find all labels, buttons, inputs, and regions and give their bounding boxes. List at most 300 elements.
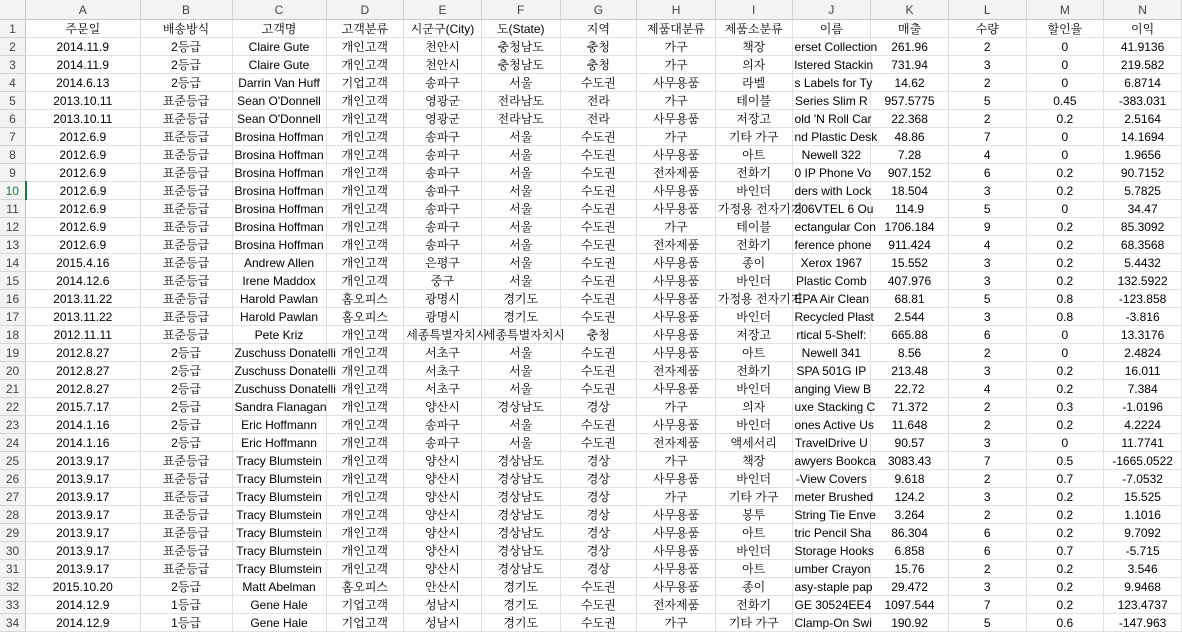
cell[interactable]: 0 — [1026, 128, 1104, 146]
cell[interactable]: Brosina Hoffman — [232, 128, 326, 146]
cell[interactable]: -147.963 — [1104, 614, 1182, 632]
cell[interactable]: 0 — [1026, 38, 1104, 56]
cell[interactable]: 수도권 — [560, 254, 637, 272]
cell[interactable]: Zuschuss Donatelli — [232, 362, 326, 380]
cell[interactable]: 11.648 — [871, 416, 949, 434]
cell[interactable]: 사무용품 — [637, 344, 716, 362]
cell[interactable]: 68.81 — [871, 290, 949, 308]
column-header-k[interactable]: K — [871, 0, 949, 20]
cell[interactable]: -5.715 — [1104, 542, 1182, 560]
cell[interactable]: 2014.12.6 — [26, 272, 140, 290]
row-header-25[interactable]: 25 — [0, 452, 26, 470]
row-header-27[interactable]: 27 — [0, 488, 26, 506]
cell[interactable]: 표준등급 — [140, 254, 232, 272]
cell[interactable]: 경상 — [560, 506, 637, 524]
cell[interactable]: Brosina Hoffman — [232, 146, 326, 164]
cell[interactable]: 경기도 — [481, 578, 560, 596]
cell[interactable]: 표준등급 — [140, 506, 232, 524]
cell[interactable]: 7 — [948, 596, 1026, 614]
cell[interactable]: 양산시 — [404, 452, 482, 470]
row-header-8[interactable]: 8 — [0, 146, 26, 164]
cell[interactable]: 0.2 — [1026, 236, 1104, 254]
row-header-29[interactable]: 29 — [0, 524, 26, 542]
cell[interactable]: 서울 — [481, 74, 560, 92]
cell[interactable]: 7 — [948, 452, 1026, 470]
cell[interactable]: Sean O'Donnell — [232, 110, 326, 128]
cell[interactable]: 2 — [948, 398, 1026, 416]
cell[interactable]: 2 — [948, 344, 1026, 362]
cell[interactable]: 3.546 — [1104, 560, 1182, 578]
cell[interactable]: 양산시 — [404, 524, 482, 542]
cell[interactable]: 사무용품 — [637, 578, 716, 596]
header-cell[interactable]: 주문일 — [26, 20, 140, 38]
cell[interactable]: 표준등급 — [140, 452, 232, 470]
cell[interactable]: 2014.6.13 — [26, 74, 140, 92]
cell[interactable]: 5 — [948, 614, 1026, 632]
cell[interactable]: s Labels for Ty — [792, 74, 871, 92]
cell[interactable]: 가구 — [637, 128, 716, 146]
cell[interactable]: 5.4432 — [1104, 254, 1182, 272]
cell[interactable]: 서초구 — [404, 362, 482, 380]
cell[interactable]: ones Active Us — [792, 416, 871, 434]
cell[interactable]: 124.2 — [871, 488, 949, 506]
cell[interactable]: 서울 — [481, 254, 560, 272]
cell[interactable]: 개인고객 — [326, 92, 404, 110]
cell[interactable]: 바인더 — [715, 416, 792, 434]
cell[interactable]: 수도권 — [560, 614, 637, 632]
row-header-20[interactable]: 20 — [0, 362, 26, 380]
cell[interactable]: 0.6 — [1026, 614, 1104, 632]
cell[interactable]: 2 — [948, 74, 1026, 92]
cell[interactable]: 천안시 — [404, 56, 482, 74]
cell[interactable]: 2014.1.16 — [26, 416, 140, 434]
cell[interactable]: 홈오피스 — [326, 308, 404, 326]
cell[interactable]: 표준등급 — [140, 308, 232, 326]
cell[interactable]: 표준등급 — [140, 488, 232, 506]
cell[interactable]: 액세서리 — [715, 434, 792, 452]
cell[interactable]: 수도권 — [560, 272, 637, 290]
cell[interactable]: 16.011 — [1104, 362, 1182, 380]
cell[interactable]: 서울 — [481, 380, 560, 398]
cell[interactable]: Newell 322 — [792, 146, 871, 164]
cell[interactable]: 114.9 — [871, 200, 949, 218]
cell[interactable]: 90.57 — [871, 434, 949, 452]
cell[interactable]: 190.92 — [871, 614, 949, 632]
cell[interactable]: 1097.544 — [871, 596, 949, 614]
cell[interactable]: 0.8 — [1026, 308, 1104, 326]
cell[interactable]: 서울 — [481, 416, 560, 434]
cell[interactable]: 2015.7.17 — [26, 398, 140, 416]
cell[interactable]: 1706.184 — [871, 218, 949, 236]
cell[interactable]: 경상 — [560, 488, 637, 506]
row-header-32[interactable]: 32 — [0, 578, 26, 596]
cell[interactable]: 경상남도 — [481, 488, 560, 506]
cell[interactable]: 5 — [948, 200, 1026, 218]
cell[interactable]: 전자제품 — [637, 236, 716, 254]
cell[interactable]: Brosina Hoffman — [232, 218, 326, 236]
cell[interactable]: 7.28 — [871, 146, 949, 164]
cell[interactable]: 성남시 — [404, 596, 482, 614]
cell[interactable]: 0.2 — [1026, 110, 1104, 128]
cell[interactable]: -3.816 — [1104, 308, 1182, 326]
cell[interactable]: 2012.6.9 — [26, 128, 140, 146]
row-header-1[interactable]: 1 — [0, 20, 26, 38]
cell[interactable]: 2등급 — [140, 344, 232, 362]
cell[interactable]: 개인고객 — [326, 416, 404, 434]
cell[interactable]: 29.472 — [871, 578, 949, 596]
cell[interactable]: 85.3092 — [1104, 218, 1182, 236]
cell[interactable]: Tracy Blumstein — [232, 506, 326, 524]
cell[interactable]: 261.96 — [871, 38, 949, 56]
cell[interactable]: 0.2 — [1026, 164, 1104, 182]
cell[interactable]: 수도권 — [560, 434, 637, 452]
cell[interactable]: 바인더 — [715, 182, 792, 200]
cell[interactable]: Tracy Blumstein — [232, 470, 326, 488]
cell[interactable]: 9.9468 — [1104, 578, 1182, 596]
column-header-e[interactable]: E — [404, 0, 482, 20]
cell[interactable]: 서울 — [481, 128, 560, 146]
cell[interactable]: 0 — [1026, 200, 1104, 218]
row-header-9[interactable]: 9 — [0, 164, 26, 182]
cell[interactable]: 2.544 — [871, 308, 949, 326]
cell[interactable]: 서울 — [481, 434, 560, 452]
row-header-6[interactable]: 6 — [0, 110, 26, 128]
cell[interactable]: 수도권 — [560, 182, 637, 200]
cell[interactable]: 0.2 — [1026, 578, 1104, 596]
cell[interactable]: 책장 — [715, 38, 792, 56]
cell[interactable]: 가구 — [637, 488, 716, 506]
cell[interactable]: 표준등급 — [140, 164, 232, 182]
cell[interactable]: 서울 — [481, 200, 560, 218]
cell[interactable]: 아트 — [715, 560, 792, 578]
cell[interactable]: 0.2 — [1026, 596, 1104, 614]
cell[interactable]: 90.7152 — [1104, 164, 1182, 182]
cell[interactable]: 22.72 — [871, 380, 949, 398]
cell[interactable]: 경상 — [560, 542, 637, 560]
header-cell[interactable]: 제품소분류 — [715, 20, 792, 38]
cell[interactable]: 2015.10.20 — [26, 578, 140, 596]
cell[interactable]: 충청남도 — [481, 56, 560, 74]
cell[interactable]: 성남시 — [404, 614, 482, 632]
cell[interactable]: 18.504 — [871, 182, 949, 200]
cell[interactable]: 송파구 — [404, 416, 482, 434]
cell[interactable]: String Tie Enve — [792, 506, 871, 524]
row-header-4[interactable]: 4 — [0, 74, 26, 92]
cell[interactable]: 가구 — [637, 38, 716, 56]
cell[interactable]: 213.48 — [871, 362, 949, 380]
cell[interactable]: 충청남도 — [481, 38, 560, 56]
cell[interactable]: 개인고객 — [326, 380, 404, 398]
cell[interactable]: 5 — [948, 290, 1026, 308]
cell[interactable]: Zuschuss Donatelli — [232, 344, 326, 362]
cell[interactable]: 2012.8.27 — [26, 380, 140, 398]
cell[interactable]: 1.1016 — [1104, 506, 1182, 524]
cell[interactable]: 수도권 — [560, 146, 637, 164]
cell[interactable]: 수도권 — [560, 380, 637, 398]
cell[interactable]: 표준등급 — [140, 218, 232, 236]
cell[interactable]: 4.2224 — [1104, 416, 1182, 434]
cell[interactable]: 기업고객 — [326, 596, 404, 614]
cell[interactable]: Tracy Blumstein — [232, 524, 326, 542]
cell[interactable]: 2등급 — [140, 380, 232, 398]
cell[interactable]: 기타 가구 — [715, 488, 792, 506]
cell[interactable]: 홈오피스 — [326, 290, 404, 308]
cell[interactable]: 가구 — [637, 398, 716, 416]
cell[interactable]: 2014.1.16 — [26, 434, 140, 452]
cell[interactable]: 2등급 — [140, 434, 232, 452]
cell[interactable]: 저장고 — [715, 110, 792, 128]
header-cell[interactable]: 수량 — [948, 20, 1026, 38]
cell[interactable]: Irene Maddox — [232, 272, 326, 290]
cell[interactable]: lstered Stackin — [792, 56, 871, 74]
cell[interactable]: 경상 — [560, 524, 637, 542]
cell[interactable]: 2013.11.22 — [26, 308, 140, 326]
cell[interactable]: 양산시 — [404, 470, 482, 488]
column-header-i[interactable]: I — [715, 0, 792, 20]
cell[interactable]: 영광군 — [404, 110, 482, 128]
cell[interactable]: 표준등급 — [140, 146, 232, 164]
cell[interactable]: 충청 — [560, 56, 637, 74]
row-header-24[interactable]: 24 — [0, 434, 26, 452]
cell[interactable]: 731.94 — [871, 56, 949, 74]
row-header-28[interactable]: 28 — [0, 506, 26, 524]
cell[interactable]: 사무용품 — [637, 542, 716, 560]
cell[interactable]: 0.7 — [1026, 470, 1104, 488]
cell[interactable]: 2등급 — [140, 398, 232, 416]
cell[interactable]: Tracy Blumstein — [232, 542, 326, 560]
row-header-26[interactable]: 26 — [0, 470, 26, 488]
cell[interactable]: 개인고객 — [326, 398, 404, 416]
header-cell[interactable]: 이익 — [1104, 20, 1182, 38]
cell[interactable]: 영광군 — [404, 92, 482, 110]
cell[interactable]: 기업고객 — [326, 74, 404, 92]
cell[interactable]: Brosina Hoffman — [232, 236, 326, 254]
cell[interactable]: 2013.9.17 — [26, 524, 140, 542]
cell[interactable]: Tracy Blumstein — [232, 560, 326, 578]
select-all-corner[interactable] — [0, 0, 26, 20]
cell[interactable]: 개인고객 — [326, 470, 404, 488]
cell[interactable]: 수도권 — [560, 578, 637, 596]
header-cell[interactable]: 할인율 — [1026, 20, 1104, 38]
row-header-30[interactable]: 30 — [0, 542, 26, 560]
cell[interactable]: 사무용품 — [637, 308, 716, 326]
cell[interactable]: Xerox 1967 — [792, 254, 871, 272]
cell[interactable]: 2 — [948, 110, 1026, 128]
cell[interactable]: 개인고객 — [326, 560, 404, 578]
cell[interactable]: 9.7092 — [1104, 524, 1182, 542]
cell[interactable]: 표준등급 — [140, 470, 232, 488]
cell[interactable]: 봉투 — [715, 506, 792, 524]
row-header-33[interactable]: 33 — [0, 596, 26, 614]
cell[interactable]: TravelDrive U — [792, 434, 871, 452]
column-header-n[interactable]: N — [1104, 0, 1182, 20]
cell[interactable]: Brosina Hoffman — [232, 200, 326, 218]
cell[interactable]: 송파구 — [404, 182, 482, 200]
cell[interactable]: 개인고객 — [326, 128, 404, 146]
cell[interactable]: 수도권 — [560, 344, 637, 362]
cell[interactable]: 2013.9.17 — [26, 560, 140, 578]
row-header-18[interactable]: 18 — [0, 326, 26, 344]
cell[interactable]: 4 — [948, 146, 1026, 164]
cell[interactable]: 2012.6.9 — [26, 164, 140, 182]
cell[interactable]: 표준등급 — [140, 128, 232, 146]
row-header-12[interactable]: 12 — [0, 218, 26, 236]
cell[interactable]: 서울 — [481, 362, 560, 380]
cell[interactable]: 0.7 — [1026, 542, 1104, 560]
cell[interactable]: 0.2 — [1026, 416, 1104, 434]
cell[interactable]: 전화기 — [715, 362, 792, 380]
cell[interactable]: Eric Hoffmann — [232, 416, 326, 434]
cell[interactable]: 22.368 — [871, 110, 949, 128]
cell[interactable]: -383.031 — [1104, 92, 1182, 110]
cell[interactable]: 중구 — [404, 272, 482, 290]
cell[interactable]: 2등급 — [140, 362, 232, 380]
row-header-21[interactable]: 21 — [0, 380, 26, 398]
cell[interactable]: 14.1694 — [1104, 128, 1182, 146]
cell[interactable]: 표준등급 — [140, 542, 232, 560]
cell[interactable]: 0 — [1026, 326, 1104, 344]
cell[interactable]: 86.304 — [871, 524, 949, 542]
cell[interactable]: 957.5775 — [871, 92, 949, 110]
cell[interactable]: 기타 가구 — [715, 128, 792, 146]
cell[interactable]: 2.5164 — [1104, 110, 1182, 128]
cell[interactable]: 사무용품 — [637, 290, 716, 308]
cell[interactable]: 2013.9.17 — [26, 506, 140, 524]
cell[interactable]: 2 — [948, 560, 1026, 578]
cell[interactable]: 아트 — [715, 524, 792, 542]
row-header-34[interactable]: 34 — [0, 614, 26, 632]
cell[interactable]: 세종특별자치시 — [481, 326, 560, 344]
cell[interactable]: 사무용품 — [637, 74, 716, 92]
row-header-22[interactable]: 22 — [0, 398, 26, 416]
cell[interactable]: 0 — [1026, 146, 1104, 164]
cell[interactable]: 0.3 — [1026, 398, 1104, 416]
cell[interactable]: 0.2 — [1026, 362, 1104, 380]
cell[interactable]: 세종특별자치시 — [404, 326, 482, 344]
cell[interactable]: 경상 — [560, 560, 637, 578]
cell[interactable]: 종이 — [715, 578, 792, 596]
cell[interactable]: 개인고객 — [326, 542, 404, 560]
cell[interactable]: 개인고객 — [326, 200, 404, 218]
cell[interactable]: 수도권 — [560, 596, 637, 614]
cell[interactable]: 바인더 — [715, 542, 792, 560]
header-cell[interactable]: 제품대분류 — [637, 20, 716, 38]
cell[interactable]: 개인고객 — [326, 326, 404, 344]
cell[interactable]: Claire Gute — [232, 56, 326, 74]
cell[interactable]: 사무용품 — [637, 524, 716, 542]
cell[interactable]: 바인더 — [715, 380, 792, 398]
cell[interactable]: 바인더 — [715, 308, 792, 326]
cell[interactable]: 개인고객 — [326, 452, 404, 470]
cell[interactable]: 천안시 — [404, 38, 482, 56]
cell[interactable]: 6 — [948, 524, 1026, 542]
cell[interactable]: 충청 — [560, 326, 637, 344]
column-header-d[interactable]: D — [326, 0, 404, 20]
cell[interactable]: 2 — [948, 38, 1026, 56]
cell[interactable]: 0 — [1026, 74, 1104, 92]
cell[interactable]: 가구 — [637, 218, 716, 236]
cell[interactable]: 0.2 — [1026, 380, 1104, 398]
row-header-3[interactable]: 3 — [0, 56, 26, 74]
column-header-h[interactable]: H — [637, 0, 716, 20]
cell[interactable]: 68.3568 — [1104, 236, 1182, 254]
cell[interactable]: ference phone — [792, 236, 871, 254]
cell[interactable]: 수도권 — [560, 290, 637, 308]
cell[interactable]: 표준등급 — [140, 236, 232, 254]
cell[interactable]: 6 — [948, 164, 1026, 182]
cell[interactable]: Matt Abelman — [232, 578, 326, 596]
cell[interactable]: 14.62 — [871, 74, 949, 92]
cell[interactable]: 132.5922 — [1104, 272, 1182, 290]
cell[interactable]: 2012.6.9 — [26, 182, 140, 200]
cell[interactable]: 사무용품 — [637, 326, 716, 344]
cell[interactable]: 은평구 — [404, 254, 482, 272]
cell[interactable]: 의자 — [715, 398, 792, 416]
cell[interactable]: 테이블 — [715, 218, 792, 236]
cell[interactable]: Gene Hale — [232, 614, 326, 632]
cell[interactable]: 양산시 — [404, 398, 482, 416]
cell[interactable]: 서울 — [481, 218, 560, 236]
cell[interactable]: 전화기 — [715, 596, 792, 614]
cell[interactable]: 경기도 — [481, 308, 560, 326]
cell[interactable]: 테이블 — [715, 92, 792, 110]
cell[interactable]: 광명시 — [404, 308, 482, 326]
cell[interactable]: 양산시 — [404, 506, 482, 524]
row-header-17[interactable]: 17 — [0, 308, 26, 326]
cell[interactable]: 가구 — [637, 56, 716, 74]
cell[interactable]: 경상남도 — [481, 470, 560, 488]
cell[interactable]: 사무용품 — [637, 146, 716, 164]
cell[interactable]: 사무용품 — [637, 254, 716, 272]
cell[interactable]: 표준등급 — [140, 182, 232, 200]
cell[interactable]: 양산시 — [404, 488, 482, 506]
cell[interactable]: umber Crayon — [792, 560, 871, 578]
cell[interactable]: Gene Hale — [232, 596, 326, 614]
cell[interactable]: 8.56 — [871, 344, 949, 362]
column-header-b[interactable]: B — [140, 0, 232, 20]
cell[interactable]: 0.2 — [1026, 272, 1104, 290]
cell[interactable]: 3 — [948, 254, 1026, 272]
cell[interactable]: Sandra Flanagan — [232, 398, 326, 416]
cell[interactable]: 0 — [1026, 344, 1104, 362]
cell[interactable]: 2013.10.11 — [26, 92, 140, 110]
cell[interactable]: Storage Hooks — [792, 542, 871, 560]
cell[interactable]: 전라남도 — [481, 92, 560, 110]
cell[interactable]: 사무용품 — [637, 110, 716, 128]
cell[interactable]: 표준등급 — [140, 110, 232, 128]
cell[interactable]: 2012.6.9 — [26, 146, 140, 164]
cell[interactable]: 219.582 — [1104, 56, 1182, 74]
cell[interactable]: Harold Pawlan — [232, 308, 326, 326]
cell[interactable]: 송파구 — [404, 164, 482, 182]
cell[interactable]: 전화기 — [715, 236, 792, 254]
cell[interactable]: 0.8 — [1026, 290, 1104, 308]
cell[interactable]: 2등급 — [140, 56, 232, 74]
cell[interactable]: 사무용품 — [637, 272, 716, 290]
header-cell[interactable]: 고객명 — [232, 20, 326, 38]
column-header-f[interactable]: F — [481, 0, 560, 20]
cell[interactable]: 수도권 — [560, 236, 637, 254]
row-header-10[interactable]: 10 — [0, 182, 26, 200]
cell[interactable]: 71.372 — [871, 398, 949, 416]
cell[interactable]: Eric Hoffmann — [232, 434, 326, 452]
cell[interactable]: 서초구 — [404, 380, 482, 398]
cell[interactable]: EPA Air Clean — [792, 290, 871, 308]
cell[interactable]: old 'N Roll Car — [792, 110, 871, 128]
cell[interactable]: 7.384 — [1104, 380, 1182, 398]
cell[interactable]: 종이 — [715, 254, 792, 272]
column-header-c[interactable]: C — [232, 0, 326, 20]
